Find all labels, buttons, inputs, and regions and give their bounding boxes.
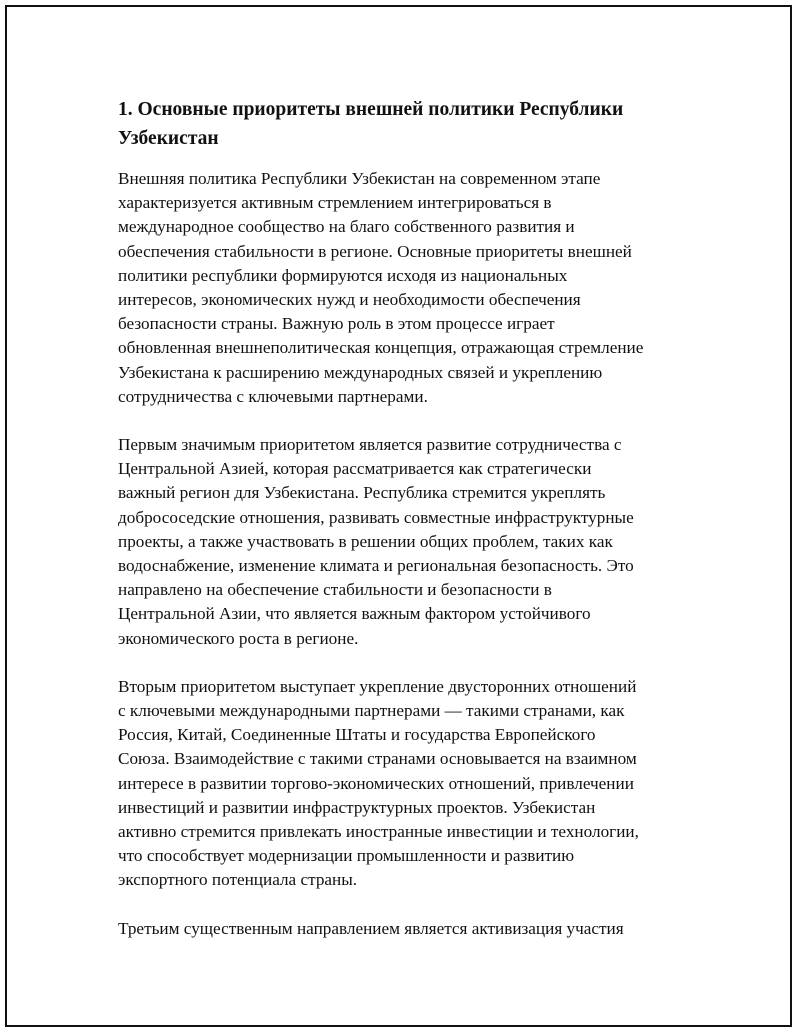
- paragraph-central-asia: [118, 433, 698, 651]
- text-line: Внешняя политика Республики Узбекистан на современном этапе: [118, 169, 601, 188]
- text-line: инвестиций и развитии инфраструктурных проектов. Узбекистан: [118, 797, 596, 817]
- text-line: направлено на обеспечение стабильности и безопасности в: [118, 580, 552, 600]
- text-line: с ключевыми международными партнерами — такими странами, как: [118, 701, 625, 721]
- text-line: Узбекистана к расширению международных связей и укреплению: [118, 362, 603, 382]
- text-line: экспортного потенциала страны.: [118, 870, 358, 890]
- text-line: активно стремится привлекать иностранные инвестиции и технологии,: [118, 822, 639, 842]
- paragraph-third-direction: [118, 917, 698, 941]
- text-line: важный регион для Узбекистана. Республика стремится укреплять: [118, 483, 606, 503]
- text-line: экономического роста в регионе.: [118, 628, 359, 648]
- text-line: водоснабжение, изменение климата и региональная безопасность. Это: [118, 556, 634, 576]
- text-line: безопасности страны. Важную роль в этом процессе играет: [118, 314, 555, 334]
- section-heading-line: 1. Основные приоритеты внешней политики Республики: [118, 99, 624, 120]
- paragraph-bilateral-relations: [118, 675, 698, 893]
- text-line: политики республики формируются исходя из национальных: [118, 265, 568, 285]
- section-heading: [118, 95, 698, 153]
- text-line: проекты, а также участвовать в решении общих проблем, таких как: [118, 531, 613, 551]
- text-line: обновленная внешнеполитическая концепция, отражающая стремление: [118, 338, 644, 358]
- text-line: интересе в развитии торгово-экономических отношений, привлечении: [118, 773, 634, 793]
- text-line: Первым значимым приоритетом является развитие сотрудничества с: [118, 435, 622, 455]
- text-line: Центральной Азией, которая рассматривается как стратегически: [118, 459, 592, 479]
- text-line: международное сообщество на благо собственного развития и: [118, 217, 575, 237]
- text-line: характеризуется активным стремлением интегрироваться в: [118, 193, 552, 213]
- text-line: что способствует модернизации промышленности и развитию: [118, 846, 575, 866]
- text-line: обеспечения стабильности в регионе. Основные приоритеты внешней: [118, 241, 632, 261]
- text-line: Вторым приоритетом выступает укрепление двусторонних отношений: [118, 676, 637, 696]
- document-body: [118, 95, 698, 965]
- paragraph-intro: [118, 167, 698, 409]
- text-line: интересов, экономических нужд и необходимости обеспечения: [118, 290, 581, 310]
- text-line: Россия, Китай, Соединенные Штаты и государства Европейского: [118, 725, 596, 745]
- document-page: [5, 5, 792, 1027]
- text-line: сотрудничества с ключевыми партнерами.: [118, 386, 428, 406]
- text-line: Третьим существенным направлением является активизация участия: [118, 918, 624, 938]
- text-line: Центральной Азии, что является важным фактором устойчивого: [118, 604, 591, 624]
- text-line: добрососедские отношения, развивать совместные инфраструктурные: [118, 507, 634, 527]
- text-line: Союза. Взаимодействие с такими странами основывается на взаимном: [118, 749, 637, 769]
- section-heading-line: Узбекистан: [118, 128, 219, 149]
